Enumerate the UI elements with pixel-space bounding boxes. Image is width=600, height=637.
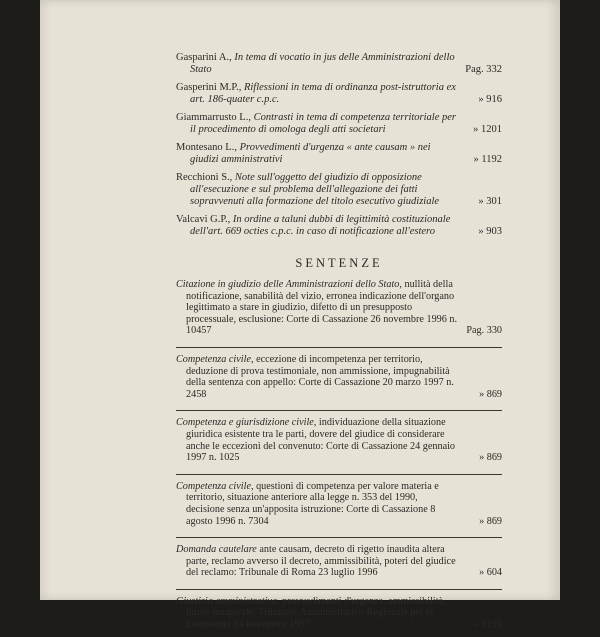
page-ref: » 903 [478,226,502,237]
sentenza-text: , provvedimenti d'urgenza, ammissibilità, limite temporale: Tribunale Amministrativo Regionale per la Lombardia 14 novembre 1997 [186,595,446,631]
index-content [176,52,502,637]
page-ref: Pag. 330 [466,325,502,337]
author-name: Gasparini A., [176,52,235,63]
divider [176,474,502,475]
sentenza-lead: Citazione in giudizio delle Amministrazioni dello Stato [176,279,400,290]
sentenza-lead: Giustizia amministrativa [176,595,278,607]
page-ref: » 869 [479,515,502,527]
article-title: In tema di vocatio in jus delle Amministrazioni dello Stato [190,52,455,75]
sentenza-text: ante causam, decreto di rigetto inaudita altera parte, reclamo avverso il decreto, ammissibilità, poteri del giudice del reclamo: Tribunale di Roma 23 luglio 1996 [186,544,456,579]
author-entry [176,82,502,106]
sentenza-entry [176,596,502,635]
author-name: Recchioni S., [176,172,235,183]
author-name: Gasperini M.P., [176,82,244,93]
divider [176,537,502,538]
sentenza-entry [176,544,502,583]
author-name: Valcavi G.P., [176,214,233,225]
article-title: Contrasti in tema di competenza territoriale per il procedimento di omologa degli atti societari [190,112,456,135]
author-entry [176,214,502,238]
author-name: Giammarrusto L., [176,112,254,123]
page-ref: » 1191 [474,619,502,631]
page-ref: » 869 [479,388,502,400]
sentenza-lead: Competenza civile [176,353,251,365]
author-entry [176,142,502,166]
author-name: Montesano L., [176,142,240,153]
sentenza-lead: Domanda cautelare [176,544,257,556]
divider [176,410,502,411]
page-ref: Pag. 332 [465,64,502,75]
page-ref: » 869 [479,452,502,464]
page-ref: » 604 [479,567,502,579]
article-title: Note sull'oggetto del giudizio di opposizione all'esecuzione e sul problema dell'allegazione dei fatti sopravvenuti alla formazione del titolo esecutivo giudiziale [190,172,440,207]
article-title: Provvedimenti d'urgenza « ante causam » nei giudizi amministrativi [190,142,431,165]
sentenza-entry [176,481,502,531]
book-page [40,0,560,631]
sentenza-entry [176,354,502,404]
article-title: Riflessioni in tema di ordinanza post-istruttoria ex art. 186-quater c.p.c. [190,82,456,105]
page-ref: » 916 [478,94,502,105]
sentenza-entry [176,417,502,467]
sentenza-lead: Competenza civile [176,480,251,492]
author-entry [176,52,502,76]
page-ref: » 1192 [473,154,502,165]
page-ref: » 301 [478,196,502,207]
divider [176,347,502,348]
article-title: In ordine a taluni dubbi di legittimità costituzionale dell'art. 669 octies c.p.c. in caso di notificazione all'estero [190,214,451,237]
sentenza-text: , nullità della notificazione, sanabilità del vizio, erronea indicazione dell'organo legittimato a stare in giudizio, difetto di un presupposto processuale, esclusione: Corte di Cassazione 26 novembre 1996 n. 10457 [186,279,458,337]
sentenza-text: , individuazione della situazione giuridica esistente tra le parti, dovere del giudice di considerare anche le eccezioni del convenuto: Corte di Cassazione 24 gennaio 1997 n. 1025 [186,417,456,464]
author-entry [176,112,502,136]
sentenza-entry [176,279,502,341]
divider [176,589,502,590]
author-entry [176,172,502,208]
sentenza-text: , questioni di competenza per valore materia e territorio, situazione anteriore alla legge n. 353 del 1990, decisione senza un'apposita istruzione: Corte di Cassazione 8 agosto 1996 n. 7304 [186,480,439,527]
section-heading: SENTENZE [295,256,383,270]
sentenza-lead: Competenza e giurisdizione civile [176,417,314,429]
page-ref: » 1201 [473,124,502,135]
sentenza-text: , eccezione di incompetenza per territorio, deduzione di prova testimoniale, non ammissione, impugnabilità della sentenza con appello: Corte di Cassazione 20 marzo 1997 n. 2458 [186,353,454,400]
